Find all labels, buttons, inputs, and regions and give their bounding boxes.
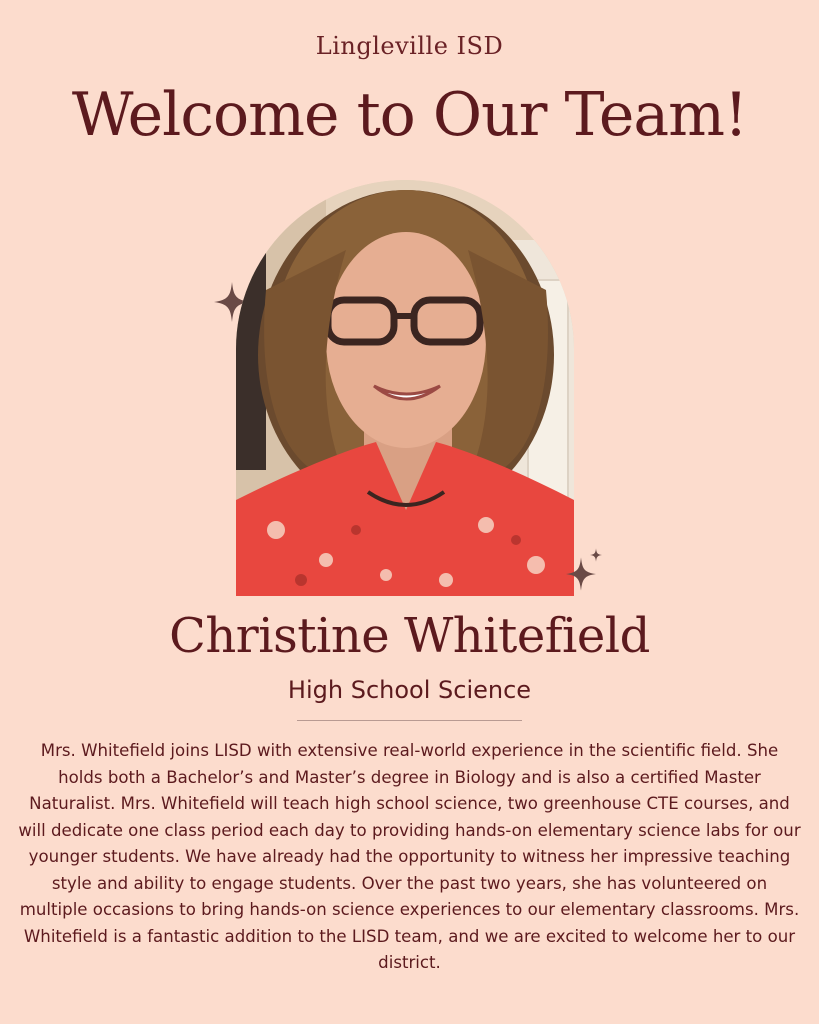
divider [297,720,522,721]
district-name: Lingleville ISD [315,32,504,60]
profile-photo [236,180,574,596]
staff-name: Christine Whitefield [169,608,650,664]
staff-role: High School Science [287,676,532,704]
staff-bio: Mrs. Whitefield joins LISD with extensive real-world experience in the scientific field. She holds both a Bachelor’s and Master’s degree in Biology and is also a certified Master Naturalist. Mrs. Whitefield will teach high school science, two greenhouse CTE courses, and will dedicate one class period each day to providing hands-on elementary science labs for our younger students. We have already had the opportunity to witness her impressive teaching style and ability to engage students. Over the past two years, she has volunteered on multiple occasions to bring hands-on science experiences to our elementary classrooms. Mrs. Whitefield is a fantastic addition to the LISD team, and we are excited to welcome her to our district. [18,741,801,972]
page-title: Welcome to Our Team! [71,80,748,150]
sparkle-icon [590,548,602,562]
